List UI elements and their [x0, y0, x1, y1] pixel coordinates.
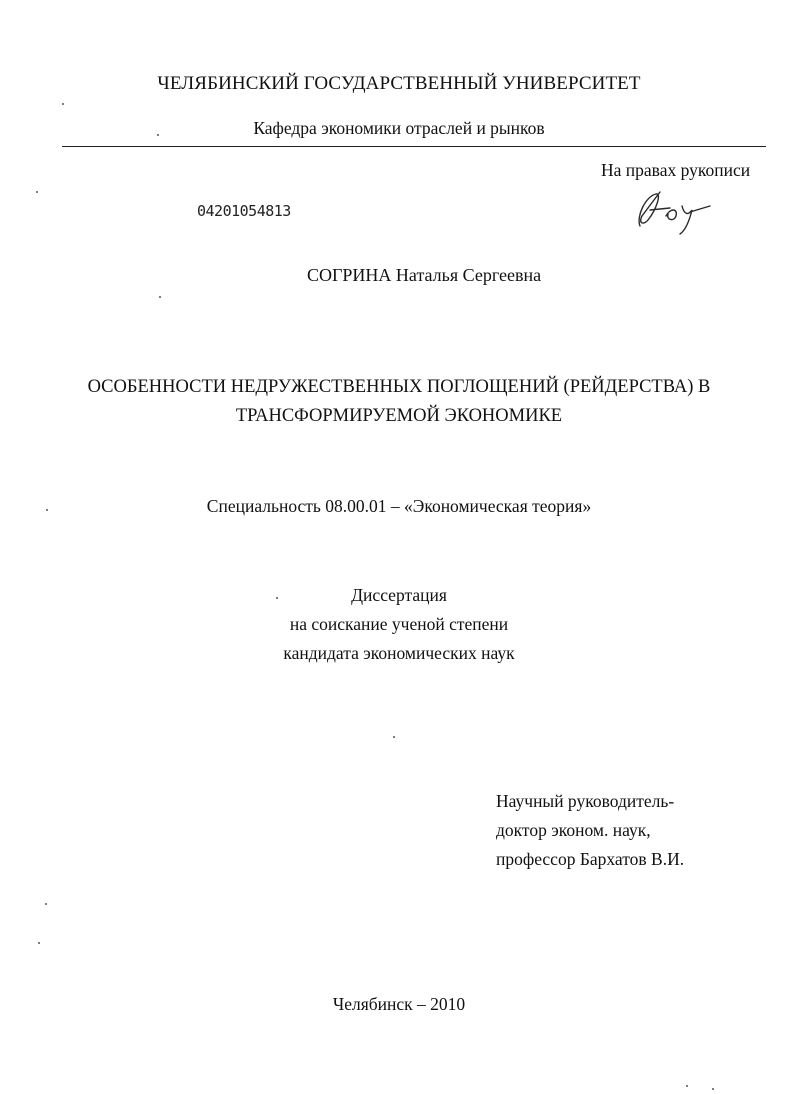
scan-speck [712, 1088, 714, 1090]
thesis-title-line-2: ТРАНСФОРМИРУЕМОЙ ЭКОНОМИКЕ [235, 406, 563, 426]
scan-speck [38, 942, 40, 944]
specialty-line: Специальность 08.00.01 – «Экономическая теория» [206, 496, 592, 516]
scan-speck [157, 134, 159, 136]
header-divider [62, 146, 766, 147]
supervisor-line-2: доктор эконом. наук, [496, 820, 651, 840]
city-year: Челябинск – 2010 [332, 994, 466, 1014]
author-name: СОГРИНА Наталья Сергеевна [307, 265, 542, 285]
supervisor-line-3: профессор Бархатов В.И. [496, 849, 685, 869]
scan-speck [62, 103, 64, 105]
manuscript-rights: На правах рукописи [601, 160, 751, 180]
scan-speck [159, 296, 161, 298]
scan-speck [36, 191, 38, 193]
registration-code: 04201054813 [197, 202, 291, 220]
supervisor-line-1: Научный руководитель- [496, 791, 675, 811]
department-name: Кафедра экономики отраслей и рынков [253, 118, 545, 138]
dissertation-line-2: на соискание ученой степени [289, 614, 509, 634]
thesis-title-line-1: ОСОБЕННОСТИ НЕДРУЖЕСТВЕННЫХ ПОГЛОЩЕНИЙ (РЕЙДЕРСТВА) В [87, 377, 711, 397]
scan-speck [45, 903, 47, 905]
signature-image [626, 186, 716, 236]
scan-speck [276, 597, 278, 599]
university-name: ЧЕЛЯБИНСКИЙ ГОСУДАРСТВЕННЫЙ УНИВЕРСИТЕТ [157, 73, 641, 94]
dissertation-line-1: Диссертация [351, 585, 447, 605]
scan-speck [393, 736, 395, 738]
scan-speck [46, 509, 48, 511]
dissertation-line-3: кандидата экономических наук [283, 643, 515, 663]
scan-speck [686, 1085, 688, 1087]
